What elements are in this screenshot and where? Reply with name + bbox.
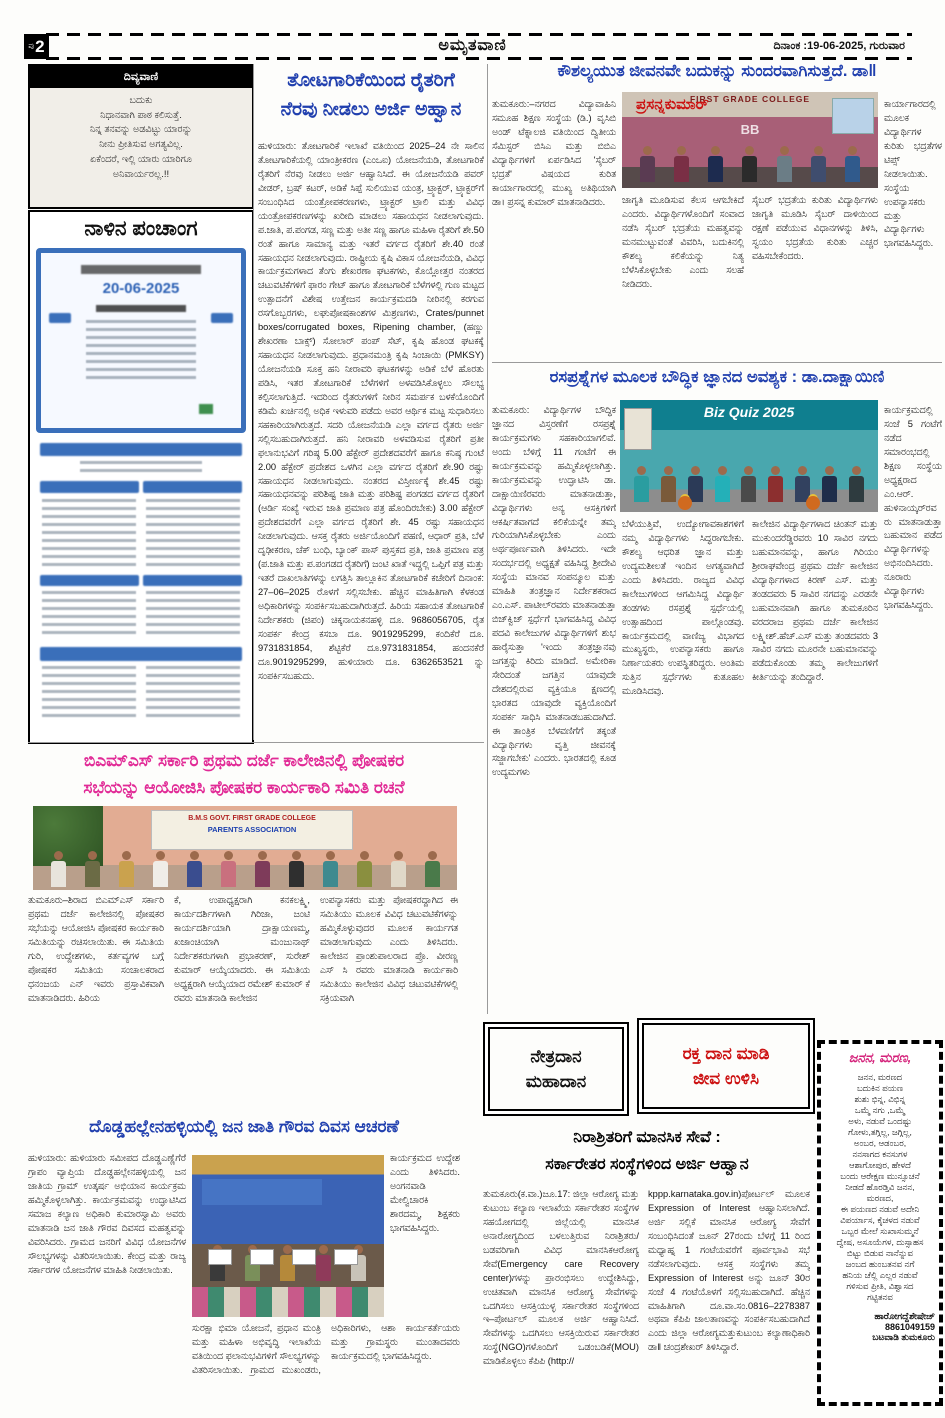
photo-gourava-divasa — [192, 1155, 384, 1317]
date-line: ದಿನಾಂಕ :19-06-2025, ಗುರುವಾರ — [773, 40, 905, 52]
article1-article4-divider — [28, 742, 484, 743]
header-top-dashline — [46, 33, 912, 36]
article3-col-right: ಕಾರ್ಯಕ್ರಮದಲ್ಲಿ ಸಂಜೆ 5 ಗಂಟೆಗೆ ನಡೆದ ಸಮಾರಂಭದಲ್ಲಿ ಶಿಕ್ಷಣ ಸಂಸ್ಥೆಯ ಅಧ್ಯಕ್ಷರಾದ ಎಂ.ಆರ್. ಹುಳಿನಾಯ್ಕರ್‌ರವರು ಮಾತನಾಡುತ್ತಾ ಬಹುಮಾನ ಪಡೆದ ವಿದ್ಯಾರ್ಥಿಗಳನ್ನು ಅಭಿನಂದಿಸಿದರು. ನೂರಾರು ವಿದ್ಯಾರ್ಥಿಗಳು ಭಾಗವಹಿಸಿದ್ದರು. — [884, 405, 942, 611]
article6-headline-line2: ಸರ್ಕಾರೇತರ ಸಂಸ್ಥೆಗಳಿಂದ ಅರ್ಜಿ ಆಹ್ವಾನ — [545, 1156, 749, 1174]
poem-lines: ಜನನ, ಮರಣದ ಬದುಕಿನ ಪಯಣ ಶುಶು ಭಿನ್ನ, ವಿಭಿನ್ನ ಒಮ್ಮೆ ನಗು ,ಒಮ್ಮೆ ಅಳು, ನಡುವೆ ಒಂದಷ್ಟು ಗೋಳು,ತಗ್ಗಿಲ್ಲ, ಜಗ್ಗಿಲ್ಲ, ಅಂಬರ, ಆಡಂಬರ, ನನಸಾಗದ ಕನಸುಗಳ ಆಶಾಗೋಪುರ, ಹೇಳದೆ ಬಂದು ಆರೇಕ್ಷಣ ಮುನ್ಸೂಚನೆ ನೀಡದೆ ಹೊರಡ್ತಿವಿ ಜನನ, ಮರಣದ, ಈ ಪಯಣದ ನಡುವೆ ಅದೇನಿ ವಿಪರ್ಯಾಸ, ಕೈಚಳದ ನಡುವೆ ಒಬ್ಬರ ಮೇಲೆ ಸುಖಾಸುಮ್ಮನೆ ದ್ವೇಷ, ಅಸೂಯೆಗಳ, ದುಸ್ಸಾಹಸ ಬಿಟ್ಟು ಬಿಡುವ ನಾನೆನ್ನುವ ಜಂಬದ ಹುಂಬತನವ ನಗೆ ಹನಿಯ ಚೆಲ್ಲಿ ಎಲ್ಲರ ನಡುವೆ ಗಳಿಸುವ ಪ್ರೀತಿ, ವಿಶ್ವಾಸದ ಗಟ್ಟಿತನವ — [836, 1072, 924, 1302]
article2-col-left: ತುಮಕೂರು:–ನಗರದ ವಿದ್ಯಾವಾಹಿನಿ ಸಮೂಹ ಶಿಕ್ಷಣ ಸಂಸ್ಥೆಯ (ಡಿ.) ವೃಸಿಬಿ ಅಂಡ್ ಟೆಕ್ನಾಲಜಿ ವತಿಯಿಂದ ದ್ವಿತೀಯ ಸೆಮಿಸ್ಟರ್ ಬಿಸಿಎ ಮತ್ತು ಬಿಬಿಎ ವಿದ್ಯಾರ್ಥಿಗಳಿಗೆ ಏರ್ಪಡಿಸಿದ 'ಸೈಬರ್ ಭದ್ರತೆ' ವಿಷಯದ ಕುರಿತ ಕಾರ್ಯಾಗಾರದಲ್ಲಿ ಮುಖ್ಯ ಅತಿಥಿಯಾಗಿ ಡಾ। ಪ್ರಸನ್ನ ಕುಮಾರ್ ಮಾತನಾಡಿದರು. — [492, 99, 616, 207]
article6-col1: ತುಮಕೂರು(ಕ.ವಾ.)ಜೂ.17: ಜಿಲ್ಲಾ ಆರೋಗ್ಯ ಮತ್ತು ಕುಟುಂಬ ಕಲ್ಯಾಣ ಇಲಾಖೆಯ ಸರ್ಕಾರೇತರ ಸಂಸ್ಥೆಗಳ ಸಹಯೋಗದಲ್ಲಿ ಜಿಲ್ಲೆಯಲ್ಲಿ ಮಾನಸಿಕ ಅನಾರೋಗ್ಯದಿಂದ ಬಳಲುತ್ತಿರುವ ನಿರಾಶ್ರಿತರು/ಬಡವರಿಗಾಗಿ ವಿವಿಧ ಮಾನಸಿಕಆರೋಗ್ಯ ಸೇವೆ(Emergency care Recovery center)ಗಳನ್ನು ಪ್ರಾರಂಭಿಸಲು ಉದ್ದೇಶಿಸಿದ್ದು, ಉಚಿತವಾಗಿ ಮಾನಸಿಕ ಆರೋಗ್ಯ ಸೇವೆಗಳನ್ನು ಒದಗಿಸಲು ಆಸಕ್ತಿಯುಳ್ಳ ಸರ್ಕಾರೇತರ ಸಂಸ್ಥೆಗಳಿಂದ ಇ–ಪೋರ್ಟಲ್ ಮೂಲಕ ಅರ್ಜಿ ಆಹ್ವಾನಿಸಿದೆ. ಸೇವೆಗಳನ್ನು ಒದಗಿಸಲು ಆಸಕ್ತಿಯಿರುವ ಸರ್ಕಾರೇತರ ಸಂಸ್ಥೆ(NGO)ಗಳೊಂದಿಗೆ ಒಡಂಬಡಿಕೆ(MOU) ಮಾಡಿಕೊಳ್ಳಲು ಕೆಪಿಪಿ (http:// — [483, 1189, 639, 1367]
poem-author-place: ಬಟವಾಡಿ ತುಮಕೂರು — [872, 1332, 935, 1342]
panchanga-card — [36, 248, 246, 433]
poem-title: ಜನನ, ಮರಣ, — [848, 1050, 912, 1065]
photo-parents-banner-line2: PARENTS ASSOCIATION — [207, 825, 297, 834]
header-bottom-dashline — [46, 57, 912, 60]
article5-col-left: ಹುಳಿಯಾರು: ಹುಳಿಯಾರು ಸಮೀಪದ ದೊಡ್ಡಎಣ್ಣೆಗೆರೆ ಗ್ರಾಪಂ ವ್ಯಾಪ್ತಿಯ ದೊಡ್ಡಹಲ್ಲೇನಹಳ್ಳಿಯಲ್ಲಿ ಜನ ಜಾತಿಯ ಗ್ರಾಮ್ ಉತ್ಕರ್ಷ ಅಭಿಯಾನ ಕಾರ್ಯಕ್ರಮ ಹಮ್ಮಿಕೊಳ್ಳಲಾಗಿತ್ತು. ಕಾರ್ಯಕ್ರಮವನ್ನು ಉದ್ಘಾಟಿಸಿದ ಸಮಾಜ ಕಲ್ಯಾಣ ಅಧಿಕಾರಿ ಕುಮಾರಸ್ವಾಮಿ ಅವರು ಮಾತನಾಡಿ ಜನ ಜಾತಿ ಗೌರವ ದಿವಸದ ಮಹತ್ವವನ್ನು ವಿವರಿಸಿದರು. ಗ್ರಾಮದ ಜನರಿಗೆ ವಿವಿಧ ಯೋಜನೆಗಳ ಸೌಲಭ್ಯಗಳನ್ನು ವಿತರಿಸಲಾಯಿತು. ಕೇಂದ್ರ ಮತ್ತು ರಾಜ್ಯ ಸರ್ಕಾರಗಳ ಯೋಜನೆಗಳ ಮಾಹಿತಿ ನೀಡಲಾಯಿತು. — [28, 1153, 186, 1275]
article4-col3: ಉಪನ್ಯಾಸಕರು ಮತ್ತು ಪೋಷಕರದ್ದಾಗಿದ ಈ ಸಮಿತಿಯು ಮೂಲಕ ವಿವಿಧ ಚಟುವಟಿಕೆಗಳನ್ನು ಹಮ್ಮಿಕೊಳ್ಳುವುದರ ಮೂಲಕ ಕಾರ್ಯಗತ ಮಾಡಲಾಗುವುದು ಎಂದು ತಿಳಿಸಿದರು. ಕಾಲೇಜಿನ ಪ್ರಾಂಶುಪಾಲರಾದ ಪ್ರೊ. ವೀರಣ್ಣ ಎಸ್ ಸಿ ರವರು ಮಾತನಾಡಿ ಕಾರ್ಯಕಾರಿ ಸಮಿತಿಯು ಕಾಲೇಜಿನ ವಿವಿಧ ಚಟುವಟಿಕೆಗಳಲ್ಲಿ ಸಕ್ರಿಯವಾಗಿ — [320, 895, 458, 1003]
notice-box-eye — [483, 1022, 629, 1116]
article2-col-below-1: ಜಾಗೃತಿ ಮೂಡಿಸುವ ಕೆಲಸ ಆಗಬೇಕಿದೆ ಎಂದರು. ವಿದ್ಯಾರ್ಥಿಗಳೊಂದಿಗೆ ಸಂವಾದ ನಡೆಸಿ ಸೈಬರ್ ಭದ್ರತೆಯ ಮಹತ್ವವನ್ನು ಮನಮುಟ್ಟುವಂತೆ ವಿವರಿಸಿ, ಬದುಕಿನಲ್ಲಿ ಕೌಶಲ್ಯ ಕಲಿಕೆಯನ್ನು ನಿತ್ಯ ಬೆಳೆಸಿಕೊಳ್ಳಬೇಕು ಎಂದು ಸಲಹೆ ನೀಡಿದರು. — [622, 195, 744, 289]
article5-headline: ದೊಡ್ಡಹಲ್ಲೇನಹಳ್ಳಿಯಲ್ಲಿ ಜನ ಜಾತಿ ಗೌರವ ದಿವಸ ಆಚರಣೆ — [89, 1117, 399, 1136]
poem-author: ಹಾರೋಗದ್ದೆಶೇಷೇಜ್ — [874, 1311, 935, 1321]
article3-col-mid2: ಕಾಲೇಜಿನ ವಿದ್ಯಾರ್ಥಿಗಳಾದ ಚಿಂತನ್ ಮತ್ತು ಮುಕುಂದರೆಡ್ಡಿರವರು 10 ಸಾವಿರ ನಗದು ಬಹುಮಾನವನ್ನು, ಹಾಗೂ ಗಿರಿಯಂ ಶ್ರೀರಾಘವೇಂದ್ರ ಪ್ರಥಮ ದರ್ಜೆ ಕಾಲೇಜಿನ ವಿದ್ಯಾರ್ಥಿಗಳಾದ ಕಿರಣ್ ಎಸ್. ಮತ್ತು ತಂಡದವರು 5 ಸಾವಿರ ನಗದನ್ನು ಎರಡನೇ ಬಹುಮಾನವಾಗಿ ಹಾಗೂ ತುಮಕೂರಿನ ವರದರಾಜ ಪ್ರಥಮ ದರ್ಜೆ ಕಾಲೇಜಿನ ಲಕ್ಷ್ಮೀಶ್.ಹೆಚ್.ಎಸ್ ಮತ್ತು ತಂಡದವರು 3 ಸಾವಿರ ನಗದು ಮೂರನೇ ಬಹುಮಾನವನ್ನು ಪಡೆದುಕೊಂಡು ತಮ್ಮ ಕಾಲೇಜುಗಳಿಗೆ ಕೀರ್ತಿಯನ್ನು ತಂದಿದ್ದಾರೆ. — [752, 519, 878, 683]
poem-author-phone: 8861049159 — [884, 1322, 935, 1332]
article2-article3-divider — [492, 362, 942, 363]
article4-headline — [28, 747, 460, 801]
photo-parents-meeting — [33, 806, 457, 890]
notice-blood-line2: ಜೀವ ಉಳಿಸಿ — [692, 1069, 759, 1088]
column-rule-2 — [487, 64, 488, 1014]
article4-col2: ಕೆ, ಉಪಾಧ್ಯಕ್ಷರಾಗಿ ಕನಕಲಕ್ಷ್ಮಿ, ಕಾರ್ಯದರ್ಶಿಗಳಾಗಿ ಗಿರಿಜಾ, ಜಂಟಿ ಕಾರ್ಯದರ್ಶಿಯಾಗಿ ದ್ರಾಕ್ಷಾಯಣಮ್ಮ, ಖಜಾಂಚಿಯಾಗಿ ಮಂಜುನಾಥ್ ನಿರ್ದೇಶಕರುಗಳಾಗಿ ಪ್ರಭಾಕರಣ್, ಸುರೇಶ್ ಕುಮಾರ್ ಆಯ್ಕೆಯಾದರು. ಈ ಸಮಿತಿಯ ಅಧ್ಯಕ್ಷರಾಗಿ ಆಯ್ಕೆಯಾದ ರಮೇಶ್ ಕುಮಾರ್ ಕೆ ರವರು ಮಾತನಾಡಿ ಕಾಲೇಜಿನ — [174, 895, 310, 1003]
divyavani-title: ದಿವ್ಯವಾಣಿ — [123, 70, 159, 83]
panchanga-title: ನಾಳಿನ ಪಂಚಾಂಗ — [84, 217, 198, 240]
article2-subhead: ಪ್ರಸನ್ನಕುಮಾರ್ — [636, 96, 709, 113]
poem-box — [817, 1040, 943, 1406]
article4-headline-line2: ಸಭೆಯನ್ನು ಆಯೋಜಿಸಿ ಪೋಷಕರ ಕಾರ್ಯಕಾರಿ ಸಮಿತಿ ರಚನೆ — [83, 778, 405, 798]
notice-box-blood — [637, 1018, 815, 1114]
article4-headline-line1: ಬಿಎಮ್ಎಸ್ ಸರ್ಕಾರಿ ಪ್ರಥಮ ದರ್ಜೆ ಕಾಲೇಜಿನಲ್ಲಿ ಪೋಷಕರ — [83, 751, 405, 770]
photo-biz-quiz-banner-text: Biz Quiz 2025 — [703, 404, 795, 420]
article5-col-bottom: ಸುರಕ್ಷಾ ಭಿಮಾ ಯೋಜನೆ, ಪ್ರಧಾನ ಮಂತ್ರಿ ಮತ್ತು ಮಹಿಳಾ ಅಭಿವೃದ್ಧಿ ಇಲಾಖೆಯ ವತಿಯಿಂದ ಫಲಾನುಭವಿಗಳಿಗೆ ಸೌಲಭ್ಯಗಳನ್ನು ವಿತರಿಸಲಾಯಿತು. ಗ್ರಾಮದ ಮುಖಂಡರು, ಅಧಿಕಾರಿಗಳು, ಆಶಾ ಕಾರ್ಯಕರ್ತೆಯರು ಮತ್ತು ಗ್ರಾಮಸ್ಥರು ಮುಂತಾದವರು ಕಾರ್ಯಕ್ರಮದಲ್ಲಿ ಭಾಗವಹಿಸಿದ್ದರು. — [192, 1323, 460, 1375]
notice-eye-line2: ಮಹಾದಾನ — [525, 1072, 587, 1091]
divyavani-quote: ಬದುಕು ನಿಧಾನವಾಗಿ ಪಾಠ ಕಲಿಸುತ್ತೆ. ನಿನ್ನ ತನವನ್ನು ಅಡವಿಟ್ಟು ಯಾರನ್ನು ನೀನು ಪ್ರೀತಿಸುವ ಅಗತ್ಯವಿಲ್ಲ. ಏಕೆಂದರೆ, ಇಲ್ಲಿ ಯಾರು ಯಾರಿಗೂ ಅನಿವಾರ್ಯರಲ್ಲ.!! — [89, 95, 193, 180]
page-number: 2 — [35, 36, 45, 56]
page-number-label: ಪು — [28, 42, 35, 50]
article3-headline: ರಸಪ್ರಶ್ನೆಗಳ ಮೂಲಕ ಬೌದ್ಧಿಕ ಜ್ಞಾನದ ಅವಶ್ಯಕ : ಡಾ.ದಾಕ್ಷಾಯಿಣಿ — [549, 368, 885, 386]
photo-cyber-banner2-text: BB — [740, 122, 760, 137]
article2-col-below-2: ಸೈಬರ್ ಭದ್ರತೆಯ ಕುರಿತು ವಿದ್ಯಾರ್ಥಿಗಳು ಜಾಗೃತಿ ಮೂಡಿಸಿ ಸೈಬರ್ ದಾಳಿಯಿಂದ ರಕ್ಷಣೆ ಪಡೆಯುವ ವಿಧಾನಗಳನ್ನು ತಿಳಿಸಿ, ಸ್ವಯಂ ಭದ್ರತೆಯ ಕುರಿತು ಎಚ್ಚರ ವಹಿಸಬೇಕೆಂದರು. — [752, 195, 878, 261]
article1-headline — [258, 66, 484, 125]
article1-headline-line1: ತೋಟಗಾರಿಕೆಯಿಂದ ರೈತರಿಗೆ — [287, 70, 455, 91]
photo-cyber-banner-text: FIRST GRADE COLLEGE — [689, 94, 811, 104]
article6-headline-line1: ನಿರಾಶ್ರಿತರಿಗೆ ಮಾನಸಿಕ ಸೇವೆ : — [573, 1129, 721, 1146]
article5-col-right: ಕಾರ್ಯಕ್ರಮದ ಉದ್ದೇಶ ಎಂದು ತಿಳಿಸಿದರು. ಅಂಗನವಾಡಿ ಮೇಲ್ವಿಚಾರಕಿ ಶಾರದಮ್ಮ, ಶಿಕ್ಷಕರು ಭಾಗವಹಿಸಿದ್ದರು. — [390, 1153, 460, 1233]
masthead: ಅಮೃತವಾಣಿ — [438, 37, 507, 54]
notice-eye-line1: ನೇತ್ರದಾನ — [530, 1046, 582, 1066]
article2-headline: ಕೌಶಲ್ಯಯುತ ಜೀವನವೇ ಬದುಕನ್ನು ಸುಂದರವಾಗಿಸುತ್ತದೆ. ಡಾ‖ — [557, 62, 877, 80]
article1-headline-line2: ನೆರವು ನೀಡಲು ಅರ್ಜಿ ಅಹ್ವಾನ — [280, 99, 462, 121]
panchanga-date: 20-06-2025 — [102, 280, 180, 297]
notice-blood-line1: ರಕ್ತ ದಾನ ಮಾಡಿ — [682, 1043, 770, 1063]
column-rule-1 — [253, 64, 254, 740]
article3-col-left: ತುಮಕೂರು: ವಿದ್ಯಾರ್ಥಿಗಳ ಬೌದ್ಧಿಕ ಜ್ಞಾನದ ವಿಸ್ತರಣೆಗೆ ರಸಪ್ರಶ್ನೆ ಕಾರ್ಯಕ್ರಮಗಳು ಸಹಕಾರಿಯಾಗಲಿವೆ. ಅಂದು ಬೆಳಿಗ್ಗೆ 11 ಗಂಟೆಗೆ ಈ ಕಾರ್ಯಕ್ರಮವನ್ನು ಹಮ್ಮಿಕೊಳ್ಳಲಾಗಿತ್ತು. ಕಾರ್ಯಕ್ರಮವನ್ನು ಉದ್ಘಾಟಿಸಿ ಡಾ. ದಾಕ್ಷಾಯಿಣಿರವರು ಮಾತನಾಡುತ್ತಾ, ವಿದ್ಯಾರ್ಥಿಗಳು ಅನ್ಯ ಆಸಕ್ತಿಗಳಿಗೆ ಆಕರ್ಷಿತವಾಗದೆ ಕಲಿಕೆಯನ್ನೇ ತಮ್ಮ ಗುರಿಯಾಗಿಸಿಕೊಳ್ಳಬೇಕು ಎಂದು ಅರ್ಥಪೂರ್ಣವಾಗಿ ತಿಳಿಸಿದರು. ಇದೇ ಸಂದರ್ಭದಲ್ಲಿ ಅಧ್ಯಕ್ಷತೆ ವಹಿಸಿದ್ದ ಶ್ರೀದೇವಿ ಸಂಸ್ಥೆಯ ಮಾನವ ಸಂಪನ್ಮೂಲ ಮತ್ತು ಮಾಹಿತಿ ತಂತ್ರಜ್ಞಾನ ನಿರ್ದೇಶಕರಾದ ಎಂ.ಎಸ್. ಪಾಟೀಲ್‌ರವರು ಮಾತನಾಡುತ್ತಾ ಬಿಜ್‌ಕ್ವಿಜ್ ಸ್ಪರ್ಧೆಗೆ ಭಾಗವಹಿಸಿದ್ದ ವಿವಿಧ ಪದವಿ ಕಾಲೇಜುಗಳ ವಿದ್ಯಾರ್ಥಿಗಳಿಗೆ ಶುಭ ಹಾರೈಸುತ್ತಾ 'ಇಂದು ತಂತ್ರಜ್ಞಾನವು ಜಗತ್ತನ್ನು ಕಿರಿದು ಮಾಡಿದೆ. ಅಮೇರಿಕಾ ಸೇರಿದಂತೆ ಜಗತ್ತಿನ ಯಾವುದೇ ದೇಶದಲ್ಲಿರುವ ವ್ಯಕ್ತಿಯೂ ಕ್ಷಣದಲ್ಲಿ ಭಾರತದ ಯಾವುದೇ ವ್ಯಕ್ತಿಯೊಂದಿಗೆ ಸಂಪರ್ಕ ಸಾಧಿಸಿ ಮಾತನಾಡಬಹುದಾಗಿದೆ. ಈ ತಾಂತ್ರಿಕ ಬೆಳವಣಿಗೆಗೆ ತಕ್ಕಂತೆ ವಿದ್ಯಾರ್ಥಿಗಳು ವೃತ್ತಿ ಜೀವನಕ್ಕೆ ಸಜ್ಜಾಗಬೇಕು' ಎಂದರು. ಭಾರತದಲ್ಲಿ ಕೂಡ ಉದ್ಯಮಗಳು — [492, 405, 616, 778]
article1-body: ಹುಳಿಯಾರು: ತೋಟಗಾರಿಕೆ ಇಲಾಖೆ ವತಿಯಿಂದ 2025–24 ನೇ ಸಾಲಿನ ತೋಟಗಾರಿಕೆಯಲ್ಲಿ ಯಾಂತ್ರೀಕರಣ (ಎಂಒಐ) ಯೋಜನೆಯಡಿ, ತೋಟಗಾರಿಕೆ ರೈತರಿಗೆ ನೆರವು ನೀಡಲು ಅರ್ಜಿ ಆಹ್ವಾನಿಸಿದೆ. ಈ ಯೋಜನೆಯಡಿ ಪವರ್ ವೀಡರ್, ಬ್ರಷ್ ಕಟರ್, ಅಡಿಕೆ ಸಿಪ್ಪೆ ಸುಲಿಯುವ ಯಂತ್ರ, ಟ್ರ್ಯಾಕ್ಟರ್, ಟ್ರ್ಯಾಕ್ಟರ್‌ಗೆ ಸಂಬಂಧಿಸಿದ ಯಂತ್ರೋಪಕರಣಗಳು, ಟ್ರ್ಯಾಕ್ಟರ್ ಟ್ರಾಲಿ ಮತ್ತು ವಿವಿಧ ಯಂತ್ರೋಪಕರಣಗಳನ್ನು ಖರೀದಿ ಮಾಡಲು ಸಹಾಯಧನ ನೀಡಲಾಗುವುದು. ಪ.ಜಾತಿ, ಪ.ಪಂಗಡ, ಸಣ್ಣ ಮತ್ತು ಅತೀ ಸಣ್ಣ ಹಾಗೂ ಮಹಿಳಾ ರೈತರಿಗೆ ಶೇ.50 ರಂತೆ ಹಾಗೂ ಸಾಮಾನ್ಯ ಮತ್ತು ಇತರೆ ವರ್ಗದ ರೈತರಿಗೆ ಶೇ.40 ರಂತೆ ಸಹಾಯಧನ ನೀಡಲಾಗುವುದು. ರಾಷ್ಟ್ರೀಯ ಕೃಷಿ ವಿಕಾಸ ಯೋಜನೆಯಡಿ, ವಿವಿಧ ಕಾರ್ಯಕ್ರಮಗಳಾದ ತೆಂಗು ಶೇಖರಣಾ ಘಟಕಗಳು, ಕೊಯ್ಲೋತ್ತರ ನಂತರದ ಚಟುವಟಿಕೆಗಳಿಗೆ ಫಾರಂ ಗೇಟ್ ಹಾಗೂ ತೋಟಗಾರಿಕೆ ಬೆಳೆಗಳಲ್ಲಿ ಗುಣ ಮಟ್ಟದ ಉತ್ಪಾದನೆಗೆ ವಿಶೇಷ ಉತ್ತೇಜನ ಕಾರ್ಯಕ್ರಮದಡಿ ನೀರಿನಲ್ಲಿ ಕರಗುವ ರಸಗೊಬ್ಬರಗಳು, ಲಘುಪೋಷಕಾಂಶಗಳ ಮಿಶ್ರಣಗಳು, Crates/punnet boxes/corrugated boxes, Ripening chamber, (ಹಣ್ಣು ಶೇಖರಣಾ ಬಾಕ್ಸ್) ಸೋಲಾರ್ ಪಂಪ್ ಸೆಟ್, ಕೃಷಿ ಹೊಂಡ ಘಟಕಕ್ಕೆ ಸಹಾಯಧನ ನೀಡಲಾಗುವುದು. ಪ್ರಧಾನಮಂತ್ರಿ ಕೃಷಿ ಸಿಂಚಾಯಿ (PMKSY) ಯೋಜನೆಯಡಿ ಸೂಕ್ತ ಹನಿ ನೀರಾವರಿ ಘಟಕಗಳನ್ನು ಅಡಿಕೆ ಬೆಳೆ ಹೊರತು ಪಡಿಸಿ, ಇತರ ತೋಟಗಾರಿಕೆ ಬೆಳೆಗಳಿಗೆ ಅಳವಡಿಸಿಕೊಳ್ಳಲು ಸೌಲಭ್ಯ ಕಲ್ಪಿಸಲಾಗುತ್ತಿದೆ. ಇದರಿಂದ ರೈತರುಗಳಿಗೆ ನೀರಿನ ಸಮರ್ಪಕ ಬಳಕೆಯೊಂದಿಗೆ ಕಡಿಮೆ ಖರ್ಚಿನಲ್ಲಿ ಅಧಿಕ ಇಳುವರಿ ಪಡೆದು ಅವರ ಆರ್ಥಿಕ ಮಟ್ಟ ಸುಧಾರಿಸಲು ಸಹಕಾರಿಯಾಗಿರುತ್ತದೆ. ಸದರಿ ಯೋಜನೆಯಡಿ ಎಲ್ಲಾ ವರ್ಗದ ರೈತರು ಅರ್ಜಿ ಸಲ್ಲಿಸಬಹುದಾಗಿರುತ್ತದೆ. ಹನಿ ನೀರಾವರಿ ಅಳವಡಿಸುವ ರೈತರಿಗೆ ಪ್ರತೀ ಫಲಾನುಭವಿಗೆ ಗರಿಷ್ಠ 5.00 ಹೆಕ್ಟೇರ್ ಪ್ರದೇಶದವರೆಗೆ ಹಾಗೂ ಕನಿಷ್ಠ ಗುಂಟೆ 2.00 ಹೆಕ್ಟೇರ್ ಪ್ರದೇಶದ ಒಳಗಿನ ಎಲ್ಲಾ ವರ್ಗದ ರೈತರಿಗೆ ಶೇ.90 ರಷ್ಟು ಸಹಾಯಧನ ನೀಡಲಾಗುವುದು. ನಂತರದ ವಿಸ್ತೀರ್ಣಕ್ಕೆ ಶೇ.45 ರಷ್ಟು ಸಹಾಯಧನವನ್ನು ಪರಿಶಿಷ್ಟ ಜಾತಿ ಮತ್ತು ಪರಿಶಿಷ್ಟ ಪಂಗಡದ ವರ್ಗದ ರೈತರಿಗೆ (ಆರ್ಡಿ ಸಂಖ್ಯೆ ಇರುವ ಜಾತಿ ಪ್ರಮಾಣ ಪತ್ರ ಹೊಂದಿರಬೇಕು) 3.00 ಹೆಕ್ಟೇರ್ ಪ್ರದೇಶದವರೆಗೆ ಎಲ್ಲಾ ವರ್ಗದ ರೈತರಿಗೆ ಶೇ. 45 ರಷ್ಟು ಸಹಾಯಧನ ನೀಡಲಾಗುವುದು. ಆಸಕ್ತ ರೈತರು ಅರ್ಜಿಯೊಂದಿಗೆ ಪಹಣಿ, ಆಧಾರ್ ಪ್ರತಿ, ಬೆಳೆ ದೃಢೀಕರಣ, ಚೆಕ್ ಬಂಧಿ, ಬ್ಯಾಂಕ್ ಪಾಸ್ ಪುಸ್ತಕದ ಪ್ರತಿ, ಜಾತಿ ಪ್ರಮಾಣ ಪತ್ರ (ಪ.ಜಾತಿ ಮತ್ತು ಪ.ಪಂಗಡದ ರೈತರಿಗೆ) ಜಂಟಿ ಖಾತೆ ಇದ್ದಲ್ಲಿ ಒಪ್ಪಿಗೆ ಪತ್ರ ಮತ್ತು ಇತರೆ ದಾಖಲಾತಿಗಳನ್ನು ಲಗತ್ತಿಸಿ ತಾಲ್ಲೂಕಿನ ತೋಟಗಾರಿಕೆ ಕಚೇರಿಗೆ ದಿನಾಂಕ: 27–06–2025 ರೊಳಗೆ ಸಲ್ಲಿಸಬೇಕು. ಹೆಚ್ಚಿನ ಮಾಹಿತಿಗಾಗಿ ಕೆಳಕಂಡ ಅಧಿಕಾರಿಗಳನ್ನು ಸಂಪರ್ಕಿಸಬಹುದಾಗಿರುತ್ತದೆ. ಹಿರಿಯ ಸಹಾಯಕ ತೋಟಗಾರಿಕೆ ನಿರ್ದೇಶಕರು (ಜಿಪಂ) ಚಿಕ್ಕನಾಯಕನಹಳ್ಳಿ ದೂ. 9686056705, ರೈತ ಸಂಪರ್ಕ ಕೇಂದ್ರ ಕಸಬಾ ದೂ. 9019295299, ಕಂದಿಕೆರೆ ದೂ. 9731831854, ಶೆಟ್ಟಿಕೆರೆ ದೂ.9731831854, ಹಂದನಕೆರೆ ದೂ.9019295299, ಹುಳಿಯಾರು ದೂ. 6362653521 ನ್ನು ಸಂಪರ್ಕಿಸಬಹುದು. — [258, 141, 484, 681]
photo-parents-banner-line1: B.M.S GOVT. FIRST GRADE COLLEGE — [188, 815, 316, 822]
article6-headline — [483, 1124, 811, 1178]
panchanga-box — [28, 210, 254, 744]
article3-col-mid1: ಬೆಳೆಯುತ್ತಿವೆ, ಉದ್ಯೋಗಾವಕಾಶಗಳಿಗೆ ನಮ್ಮ ವಿದ್ಯಾರ್ಥಿಗಳು ಸಿದ್ಧರಾಗಬೇಕು. ಕೌಶಲ್ಯ ಆಧರಿತ ಜ್ಞಾನ ಮತ್ತು ಉದ್ಯಮಶೀಲತೆ ಇಂದಿನ ಅಗತ್ಯವಾಗಿದೆ ಎಂದು ತಿಳಿಸಿದರು. ರಾಜ್ಯದ ವಿವಿಧ ಕಾಲೇಜುಗಳಿಂದ ಆಗಮಿಸಿದ್ದ ವಿದ್ಯಾರ್ಥಿ ತಂಡಗಳು ರಸಪ್ರಶ್ನೆ ಸ್ಪರ್ಧೆಯಲ್ಲಿ ಉತ್ಸಾಹದಿಂದ ಪಾಲ್ಗೊಂಡವು. ಕಾರ್ಯಕ್ರಮದಲ್ಲಿ ವಾಣಿಜ್ಯ ವಿಭಾಗದ ಮುಖ್ಯಸ್ಥರು, ಉಪನ್ಯಾಸಕರು ಹಾಗೂ ನಿರ್ಣಾಯಕರು ಉಪಸ್ಥಿತರಿದ್ದರು. ಅಂತಿಮ ಸುತ್ತಿನ ಸ್ಪರ್ಧೆಗಳು ಕುತೂಹಲ ಮೂಡಿಸಿದವು. — [622, 519, 744, 697]
article2-col-right: ಕಾರ್ಯಾಗಾರದಲ್ಲಿ ಮೂಲಕ ವಿದ್ಯಾರ್ಥಿಗಳ ಕುರಿತು ಭದ್ರತೆಗಳ ಟಿಪ್ಸ್ ನೀಡಲಾಯಿತು. ಸಂಸ್ಥೆಯ ಉಪನ್ಯಾಸಕರು ಮತ್ತು ವಿದ್ಯಾರ್ಥಿಗಳು ಭಾಗವಹಿಸಿದ್ದರು. — [884, 99, 942, 249]
divyavani-box — [28, 64, 254, 209]
article4-col1: ತುಮಕೂರು–ಶಿರಾದ ಬಿಎಮ್ಎಸ್ ಸರ್ಕಾರಿ ಪ್ರಥಮ ದರ್ಜೆ ಕಾಲೇಜಿನಲ್ಲಿ ಪೋಷಕರ ಸಭೆಯನ್ನು ಆಯೋಜಿಸಿ ಪೋಷಕರ ಕಾರ್ಯಕಾರಿ ಸಮಿತಿಯನ್ನು ರಚಿಸಲಾಯಿತು. ಈ ಸಮಿತಿಯ ಗುರಿ, ಉದ್ದೇಶಗಳು, ಕರ್ತವ್ಯಗಳ ಬಗ್ಗೆ ಪೋಷಕರ ಸಮಿತಿಯ ಸಂಚಾಲಕರಾದ ಧನಂಜಯ ಎನ್ ಇವರು ಪ್ರಸ್ತಾವಿಕವಾಗಿ ಮಾತನಾಡಿದರು. ಹಿರಿಯ — [28, 895, 164, 1003]
photo-biz-quiz — [620, 400, 878, 512]
article6-col2: kppp.karnataka.gov.in)ಪೋರ್ಟಲ್ ಮೂಲಕ Expression of Interest ಆಹ್ವಾನಿಸಲಾಗಿದೆ. ಅರ್ಜಿ ಸಲ್ಲಿಕೆ ಮಾನಸಿಕ ಆರೋಗ್ಯ ಸೇವೆಗೆ ಸಂಬಂಧಿಸಿದಂತೆ ಜೂನ್ 27ರಂದು ಬೆಳಗ್ಗೆ 11 ರಿಂದ ಮಧ್ಯಾಹ್ನ 1 ಗಂಟೆಯವರೆಗೆ ಪೂರ್ವಭಾವಿ ಸಭೆ ನಡೆಸಲಾಗುವುದು. ಆಸಕ್ತ ಸಂಸ್ಥೆಗಳು ತಮ್ಮ Expression of Interest ಅನ್ನು ಜೂನ್ 30ರ ಸಂಜೆ 4 ಗಂಟೆಯೊಳಗೆ ಸಲ್ಲಿಸಬಹುದಾಗಿದೆ. ಹೆಚ್ಚಿನ ಮಾಹಿತಿಗಾಗಿ ದೂ.ವಾ.ಸಂ.0816–2278387 ಅಥವಾ ಕೆಪಿಪಿ ಜಾಲತಾಣವನ್ನು ಸಂಪರ್ಕಿಸಬಹುದಾಗಿದೆ ಎಂದು ಜಿಲ್ಲಾ ಆರೋಗ್ಯಮತ್ತುಕುಟುಂಬ ಕಲ್ಯಾಣಾಧಿಕಾರಿ ಡಾ‖ ಚಂದ್ರಶೇಖರ್ ತಿಳಿಸಿದ್ದಾರೆ. — [648, 1189, 810, 1353]
